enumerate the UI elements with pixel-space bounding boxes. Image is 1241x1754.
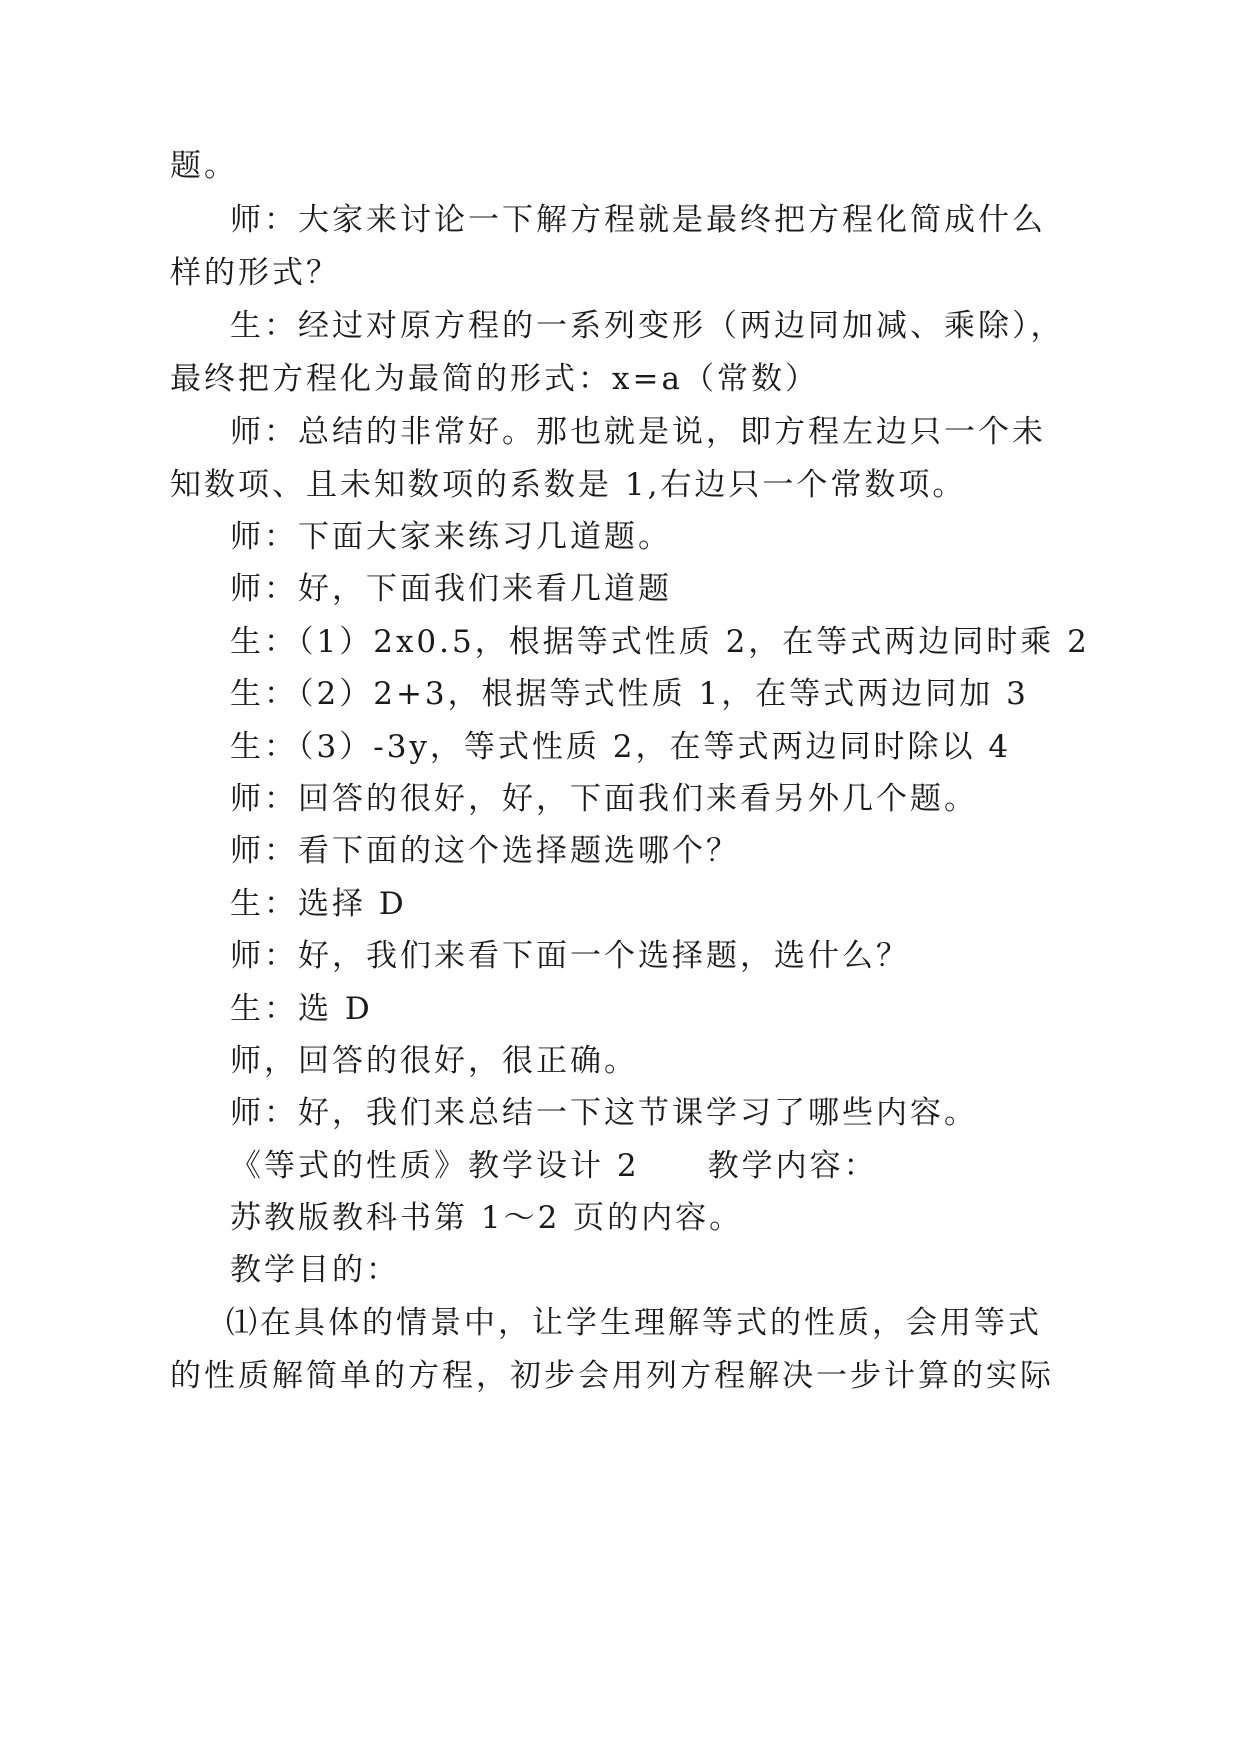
text-line: 生：（3）-3y，等式性质 2，在等式两边同时除以 4	[230, 729, 1012, 765]
text-line: 的性质解简单的方程，初步会用列方程解决一步计算的实际	[170, 1358, 1054, 1394]
text-line: 生：（2）2+3，根据等式性质 1，在等式两边同加 3	[230, 676, 1029, 712]
text-line: 师：好，我们来看下面一个选择题，选什么？	[230, 938, 910, 974]
text-line: 生：选择 D	[230, 886, 407, 922]
section-heading-line: 《等式的性质》教学设计 2 教学内容：	[230, 1148, 878, 1184]
text-line: 题。	[170, 148, 238, 184]
text-line: 师：总结的非常好。那也就是说，即方程左边只一个未	[230, 414, 1046, 450]
text-line: 教学目的：	[230, 1252, 400, 1288]
text-line: 苏教版教科书第 1～2 页的内容。	[230, 1200, 744, 1236]
text-line: 生：（1）2x0.5，根据等式性质 2，在等式两边同时乘 2	[230, 624, 1090, 660]
text-line: 师：回答的很好，好，下面我们来看另外几个题。	[230, 781, 978, 817]
text-line: 样的形式？	[170, 255, 340, 291]
text-line: 知数项、且未知数项的系数是 1,右边只一个常数项。	[170, 467, 967, 503]
text-line: 师：好，我们来总结一下这节课学习了哪些内容。	[230, 1095, 978, 1131]
text-line: 师：大家来讨论一下解方程就是最终把方程化简成什么	[230, 202, 1046, 238]
text-line: 生：选 D	[230, 991, 373, 1027]
text-line: 师：好，下面我们来看几道题	[230, 571, 672, 607]
text-line: 师：看下面的这个选择题选哪个？	[230, 833, 740, 869]
text-line: 师，回答的很好，很正确。	[230, 1043, 638, 1079]
text-line: 师：下面大家来练习几道题。	[230, 519, 672, 555]
text-line: 生：经过对原方程的一系列变形（两边同加减、乘除），	[230, 308, 1065, 344]
text-line: 最终把方程化为最简的形式：x=a（常数）	[170, 361, 819, 397]
text-line: ⑴在具体的情景中，让学生理解等式的性质，会用等式	[226, 1305, 1042, 1341]
